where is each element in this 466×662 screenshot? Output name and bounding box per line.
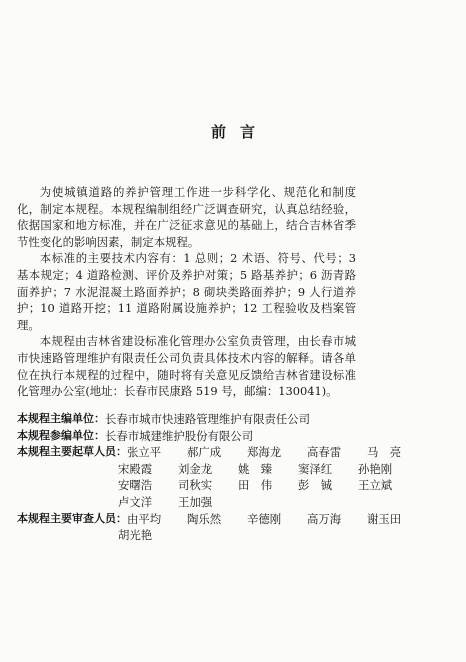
drafter-name: 宋殿霞 [118,461,153,476]
drafter-name: 高春雷 [307,445,342,460]
drafter-name: 王立斌 [358,478,393,493]
reviewers-row-1 [17,511,402,528]
reviewer-name: 辛德刚 [247,511,282,526]
preface-body [17,184,356,400]
paragraph-contents: 本标准的主要技术内容有：1 总则；2 术语、符号、代号；3 基本规定；4 道路检测、评价及养护对策；5 路基养护；6 沥青路面养护；7 水泥混凝土路面养护；8 砌块类路面养护；9 人行道养护；10 道路开挖；11 道路附属设施养护；12 工程验收及档案管理。 [17,251,356,332]
title-char-2: 言 [240,123,256,141]
reviewers-label: 本规程主要审查人员： [17,511,127,525]
participating-unit-row [17,428,362,445]
drafter-name: 安曙浩 [118,478,153,493]
page-title [0,121,466,142]
reviewer-name: 谢玉田 [367,511,402,526]
credits-section [17,411,402,544]
drafter-name: 田 伟 [238,478,273,493]
drafter-name: 马 亮 [367,445,402,460]
chief-unit-value: 长春市城市快速路管理维护有限责任公司 [105,412,311,426]
drafter-name: 彭 铖 [298,478,333,493]
title-char-1: 前 [210,123,226,141]
drafters-row-2 [17,461,393,478]
drafter-name: 孙艳刚 [358,461,393,476]
chief-unit-row [17,411,362,428]
chief-unit-label: 本规程主编单位： [17,412,105,425]
drafters-label: 本规程主要起草人员： [17,445,127,459]
drafter-name: 郝广成 [187,445,222,460]
drafter-name: 卢文洋 [118,494,153,509]
participating-unit-value: 长春市城建维护股份有限公司 [105,428,254,443]
drafters-row-1 [17,444,402,461]
paragraph-management: 本规程由吉林省建设标准化管理办公室负责管理，由长春市城市快速路管理维护有限责任公司负责具体技术内容的解释。请各单位在执行本规程的过程中，随时将有关意见反馈给吉林省建设标准化管理办公室(地址：长春市民康路 519 号，邮编：130041)。 [17,334,356,399]
drafter-name: 窦泽红 [298,461,333,476]
reviewer-name: 陶乐然 [187,511,222,526]
drafters-row-3 [17,477,393,494]
drafter-name: 王加强 [178,494,213,509]
reviewers-row-2 [17,527,362,544]
drafter-name: 郑海龙 [247,445,282,460]
participating-unit-label: 本规程参编单位： [17,428,105,442]
reviewer-name: 胡光艳 [118,528,153,543]
reviewer-name: 高万海 [307,511,342,526]
drafter-name: 姚 臻 [238,461,273,476]
reviewer-name: 由平均 [127,511,162,526]
drafter-name: 司秋实 [178,478,213,493]
paragraph-purpose: 为使城镇道路的养护管理工作进一步科学化、规范化和制度化，制定本规程。本规程编制组经广泛调查研究，认真总结经验，依据国家和地方标准，并在广泛征求意见的基础上，结合吉林省季节性变化的影响因素，制定本规程。 [17,185,356,249]
drafter-name: 刘金龙 [178,461,213,476]
drafter-name: 张立平 [127,445,162,460]
drafters-row-4 [17,494,362,511]
